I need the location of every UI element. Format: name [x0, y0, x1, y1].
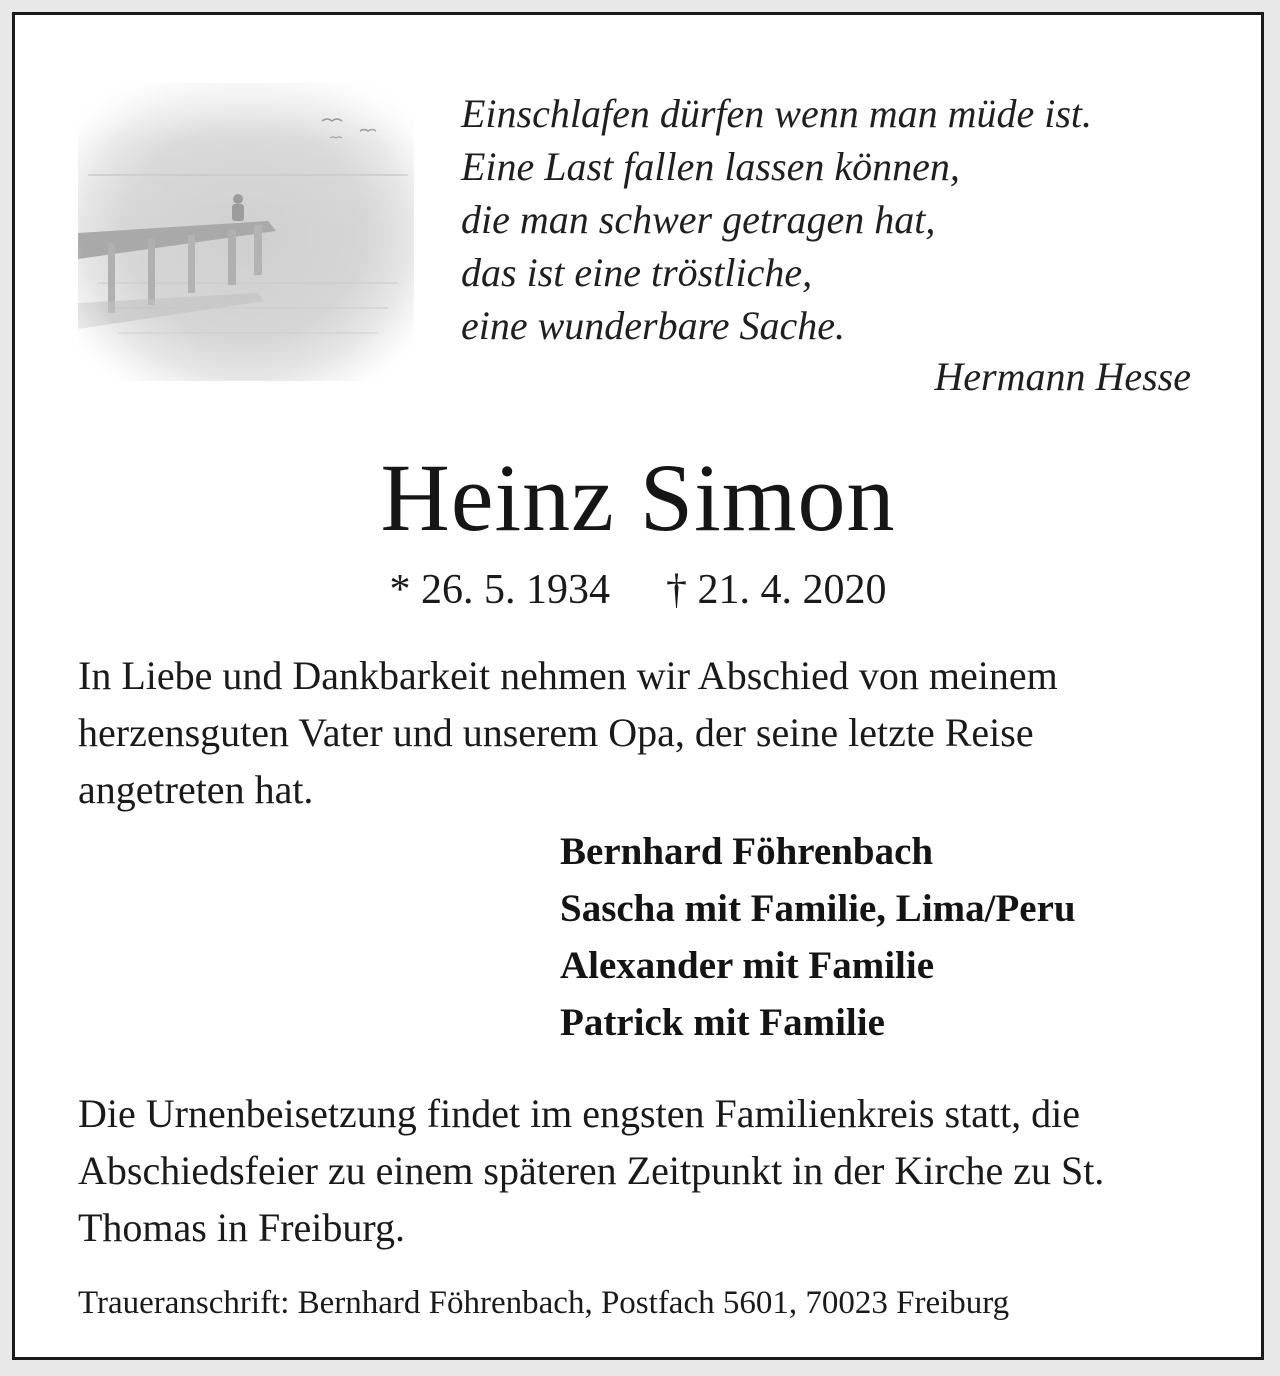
birth-date: * 26. 5. 1934 — [389, 567, 610, 613]
poem-line: Einschlafen dürfen wenn man müde ist. — [461, 91, 1093, 136]
poem-line: eine wunderbare Sache. — [461, 303, 845, 348]
life-dates — [15, 563, 1261, 617]
poem-line: die man schwer getragen hat, — [461, 197, 936, 242]
death-date: † 21. 4. 2020 — [666, 567, 887, 613]
mourner-name: Alexander mit Familie — [560, 944, 935, 987]
jetty-lake-image — [78, 83, 414, 381]
mourner-name: Patrick mit Familie — [560, 1001, 885, 1044]
poem-author: Hermann Hesse — [934, 354, 1191, 399]
mourner-name: Sascha mit Familie, Lima/Peru — [560, 887, 1076, 930]
deceased-name: Heinz Simon — [380, 444, 896, 551]
farewell-text: In Liebe und Dankbarkeit nehmen wir Abschied von meinem herzensguten Vater und unserem Opa, der seine letzte Reise angetreten hat. — [78, 653, 1058, 812]
mourner-name: Bernhard Föhrenbach — [560, 830, 934, 873]
ceremony-text: Die Urnenbeisetzung findet im engsten Familienkreis statt, die Abschiedsfeier zu einem späteren Zeitpunkt in der Kirche zu St. Thomas in Freiburg. — [78, 1091, 1105, 1250]
obituary-notice — [12, 12, 1264, 1360]
poem-line: Eine Last fallen lassen können, — [461, 144, 960, 189]
mourners-list — [560, 823, 1076, 1051]
poem — [461, 87, 1201, 352]
mourning-address: Traueranschrift: Bernhard Föhrenbach, Postfach 5601, 70023 Freiburg — [78, 1285, 1010, 1321]
poem-line: das ist eine tröstliche, — [461, 250, 813, 295]
